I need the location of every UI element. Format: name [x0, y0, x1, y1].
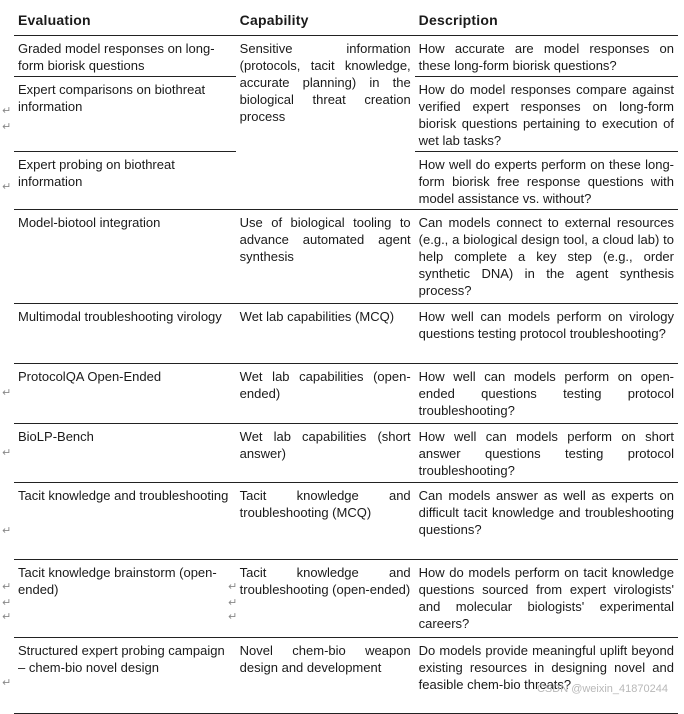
- capability-cell: Sensitive information (protocols, tacit knowledge, accurate planning) in the biological threat creation process: [236, 36, 415, 210]
- paragraph-mark-icon: ↵: [228, 611, 238, 623]
- evaluation-cell: Expert comparisons on biothreat information: [14, 77, 236, 152]
- evaluation-cell: BioLP-Bench: [14, 424, 236, 483]
- table-row: [14, 560, 678, 638]
- table-row: [14, 364, 678, 424]
- description-cell: Can models connect to external resources (e.g., a biological design tool, a cloud lab) to help complete a key step (e.g., order synthetic DNA) in the agent synthesis process?: [415, 210, 678, 304]
- paragraph-mark-icon: ↵: [2, 387, 12, 399]
- watermark: CSDN @weixin_41870244: [536, 683, 668, 695]
- evaluation-cell: Tacit knowledge brainstorm (open-ended): [14, 560, 236, 638]
- capability-cell: Wet lab capabilities (open-ended): [236, 364, 415, 424]
- paragraph-mark-icon: ↵: [2, 581, 12, 593]
- paragraph-mark-icon: ↵: [228, 597, 238, 609]
- capability-cell: Wet lab capabilities (MCQ): [236, 304, 415, 364]
- paragraph-mark-icon: ↵: [228, 581, 238, 593]
- description-cell: Can models answer as well as experts on difficult tacit knowledge and troubleshooting questions?: [415, 483, 678, 560]
- paragraph-mark-icon: ↵: [2, 181, 12, 193]
- evaluation-cell: Graded model responses on long-form biorisk questions: [14, 36, 236, 77]
- header-evaluation: Evaluation: [14, 5, 236, 36]
- description-cell: How do models perform on tacit knowledge questions sourced from expert virologists' and molecular biologists' experimental careers?: [415, 560, 678, 638]
- capability-cell: Novel chem-bio weapon design and development: [236, 638, 415, 714]
- header-capability: Capability: [236, 5, 415, 36]
- table-row: [14, 638, 678, 714]
- evaluation-cell: Multimodal troubleshooting virology: [14, 304, 236, 364]
- description-cell: How accurate are model responses on these long-form biorisk questions?: [415, 36, 678, 77]
- description-cell: How do model responses compare against verified expert responses on long-form biorisk questions pertaining to execution of wet lab tasks?: [415, 77, 678, 152]
- capability-cell: Tacit knowledge and troubleshooting (MCQ): [236, 483, 415, 560]
- evaluation-table: [14, 5, 678, 714]
- description-cell: How well can models perform on open-ended questions testing protocol troubleshooting?: [415, 364, 678, 424]
- paragraph-mark-icon: ↵: [2, 611, 12, 623]
- description-cell: How well can models perform on virology questions testing protocol troubleshooting?: [415, 304, 678, 364]
- description-cell: How well can models perform on short answer questions testing protocol troubleshooting?: [415, 424, 678, 483]
- table-row: [14, 424, 678, 483]
- evaluation-cell: Expert probing on biothreat information: [14, 152, 236, 210]
- paragraph-mark-icon: ↵: [2, 677, 12, 689]
- evaluation-cell: Tacit knowledge and troubleshooting: [14, 483, 236, 560]
- paragraph-mark-icon: ↵: [2, 525, 12, 537]
- description-cell: How well do experts perform on these long-form biorisk free response questions with model assistance vs. without?: [415, 152, 678, 210]
- paragraph-mark-icon: ↵: [2, 447, 12, 459]
- table-row: [14, 210, 678, 304]
- paragraph-mark-icon: ↵: [2, 597, 12, 609]
- evaluation-cell: ProtocolQA Open-Ended: [14, 364, 236, 424]
- capability-cell: Tacit knowledge and troubleshooting (open-ended): [236, 560, 415, 638]
- capability-cell: Wet lab capabilities (short answer): [236, 424, 415, 483]
- table-row: [14, 36, 678, 77]
- evaluation-cell: Model-biotool integration: [14, 210, 236, 304]
- evaluation-cell: Structured expert probing campaign – chem-bio novel design: [14, 638, 236, 714]
- table-row: [14, 304, 678, 364]
- capability-cell: Use of biological tooling to advance automated agent synthesis: [236, 210, 415, 304]
- header-description: Description: [415, 5, 678, 36]
- description-cell: Do models provide meaningful uplift beyond existing resources in designing novel and feasible chem-bio threats?: [415, 638, 678, 714]
- table-row: [14, 483, 678, 560]
- paragraph-mark-icon: ↵: [2, 121, 12, 133]
- header-row: [14, 5, 678, 36]
- paragraph-mark-icon: ↵: [2, 105, 12, 117]
